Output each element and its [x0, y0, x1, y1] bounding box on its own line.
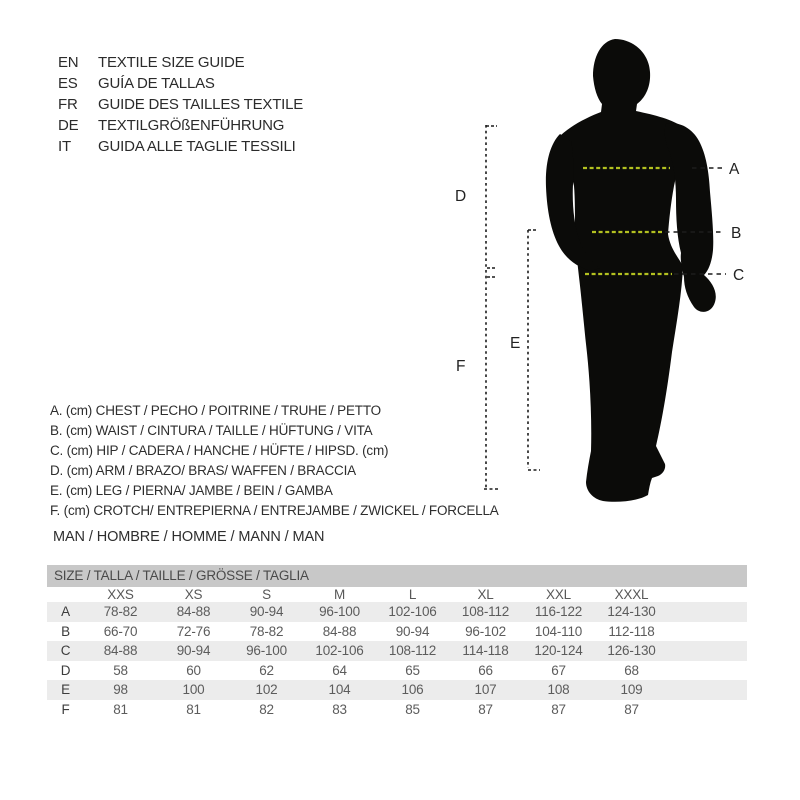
table-row: [47, 700, 747, 720]
row-label: E: [61, 682, 70, 698]
size-value-cell: 62: [259, 662, 274, 678]
man-silhouette: [557, 39, 690, 502]
size-table-header: SIZE / TALLA / TAILLE / GRÖSSE / TAGLIA: [47, 565, 747, 587]
size-columns-row: [47, 587, 747, 602]
size-value-cell: 124-130: [607, 604, 656, 620]
label-B: B: [731, 225, 742, 242]
spacer-cell: [668, 700, 747, 720]
row-label: A: [61, 604, 70, 620]
size-value-cell: 87: [478, 701, 493, 717]
row-label: B: [61, 623, 70, 639]
size-value-cell: 78-82: [103, 604, 138, 620]
legend-line: C. (cm) HIP / CADERA / HANCHE / HÜFTE / HIPSD. (cm): [50, 443, 389, 458]
size-value-cell: 116-122: [534, 604, 583, 620]
spacer-cell: [668, 587, 747, 602]
label-A: A: [729, 161, 740, 178]
size-value-cell: 68: [624, 662, 639, 678]
language-title: TEXTILE SIZE GUIDE: [98, 54, 245, 71]
label-C: C: [733, 267, 745, 284]
size-column-header: XXL: [546, 587, 571, 602]
size-column-header: S: [262, 587, 271, 602]
size-value-cell: 66-70: [103, 623, 138, 639]
spacer-cell: [668, 622, 747, 642]
size-value-cell: 109: [620, 682, 643, 698]
size-value-cell: 83: [332, 701, 347, 717]
size-value-cell: 81: [113, 701, 128, 717]
size-value-cell: 96-100: [246, 643, 287, 659]
table-row: [47, 602, 747, 622]
row-label: C: [60, 643, 71, 659]
legend-line: D. (cm) ARM / BRAZO/ BRAS/ WAFFEN / BRACCIA: [50, 463, 356, 478]
size-value-cell: 60: [186, 662, 201, 678]
language-code: IT: [58, 138, 71, 155]
size-value-cell: 82: [259, 701, 274, 717]
size-value-cell: 84-88: [322, 623, 357, 639]
size-value-cell: 108: [547, 682, 570, 698]
row-label: F: [61, 701, 70, 717]
size-value-cell: 96-102: [465, 623, 506, 639]
size-value-cell: 102: [255, 682, 278, 698]
size-value-cell: 108-112: [461, 604, 510, 620]
size-value-cell: 108-112: [388, 643, 437, 659]
size-value-cell: 102-106: [315, 643, 364, 659]
size-value-cell: 81: [186, 701, 201, 717]
size-column-header: XXXL: [614, 587, 649, 602]
row-label: D: [60, 662, 71, 678]
size-value-cell: 112-118: [608, 623, 655, 639]
size-column-header: L: [408, 587, 417, 602]
legend-line: F. (cm) CROTCH/ ENTREPIERNA / ENTREJAMBE / ZWICKEL / FORCELLA: [50, 503, 499, 518]
label-D: D: [455, 188, 467, 205]
language-code: EN: [58, 54, 79, 71]
corner-cell: [47, 587, 84, 602]
size-value-cell: 78-82: [249, 623, 284, 639]
language-title: GUÍA DE TALLAS: [98, 75, 215, 92]
legend-line: A. (cm) CHEST / PECHO / POITRINE / TRUHE / PETTO: [50, 403, 381, 418]
size-value-cell: 126-130: [607, 643, 656, 659]
legend-line: E. (cm) LEG / PIERNA/ JAMBE / BEIN / GAMBA: [50, 483, 333, 498]
size-value-cell: 84-88: [103, 643, 138, 659]
size-value-cell: 84-88: [176, 604, 211, 620]
label-F: F: [456, 358, 466, 375]
size-value-cell: 87: [551, 701, 566, 717]
size-value-cell: 90-94: [249, 604, 284, 620]
size-value-cell: 107: [474, 682, 497, 698]
size-value-cell: 87: [624, 701, 639, 717]
language-code: FR: [58, 96, 78, 113]
size-table: [47, 565, 747, 719]
size-value-cell: 96-100: [319, 604, 360, 620]
table-row: [47, 680, 747, 700]
language-title: GUIDA ALLE TAGLIE TESSILI: [98, 138, 296, 155]
size-value-cell: 104: [328, 682, 351, 698]
size-value-cell: 90-94: [176, 643, 211, 659]
spacer-cell: [668, 602, 747, 622]
size-value-cell: 98: [113, 682, 128, 698]
size-value-cell: 65: [405, 662, 420, 678]
size-column-header: M: [333, 587, 346, 602]
spacer-cell: [668, 641, 747, 661]
size-value-cell: 106: [401, 682, 424, 698]
spacer-cell: [668, 680, 747, 700]
table-row: [47, 641, 747, 661]
size-value-cell: 72-76: [176, 623, 211, 639]
size-value-cell: 100: [182, 682, 205, 698]
size-column-header: XXS: [107, 587, 134, 602]
size-value-cell: 58: [113, 662, 128, 678]
spacer-cell: [668, 661, 747, 681]
table-row: [47, 661, 747, 681]
language-code: DE: [58, 117, 79, 134]
size-value-cell: 114-118: [462, 643, 509, 659]
label-E: E: [510, 335, 521, 352]
category-line: MAN / HOMBRE / HOMME / MANN / MAN: [53, 529, 325, 545]
size-value-cell: 104-110: [534, 623, 583, 639]
size-table-grid: [47, 587, 747, 719]
table-row: [47, 622, 747, 642]
size-value-cell: 90-94: [395, 623, 430, 639]
measurement-legend: [50, 401, 499, 521]
size-value-cell: 67: [551, 662, 566, 678]
size-column-header: XS: [184, 587, 203, 602]
size-value-cell: 102-106: [388, 604, 437, 620]
size-value-cell: 120-124: [534, 643, 583, 659]
size-column-header: XL: [477, 587, 494, 602]
legend-line: B. (cm) WAIST / CINTURA / TAILLE / HÜFTUNG / VITA: [50, 423, 373, 438]
language-code: ES: [58, 75, 78, 92]
size-value-cell: 85: [405, 701, 420, 717]
language-title: GUIDE DES TAILLES TEXTILE: [98, 96, 304, 113]
size-value-cell: 66: [478, 662, 493, 678]
size-value-cell: 64: [332, 662, 347, 678]
language-title: TEXTILGRÖßENFÜHRUNG: [98, 117, 285, 134]
